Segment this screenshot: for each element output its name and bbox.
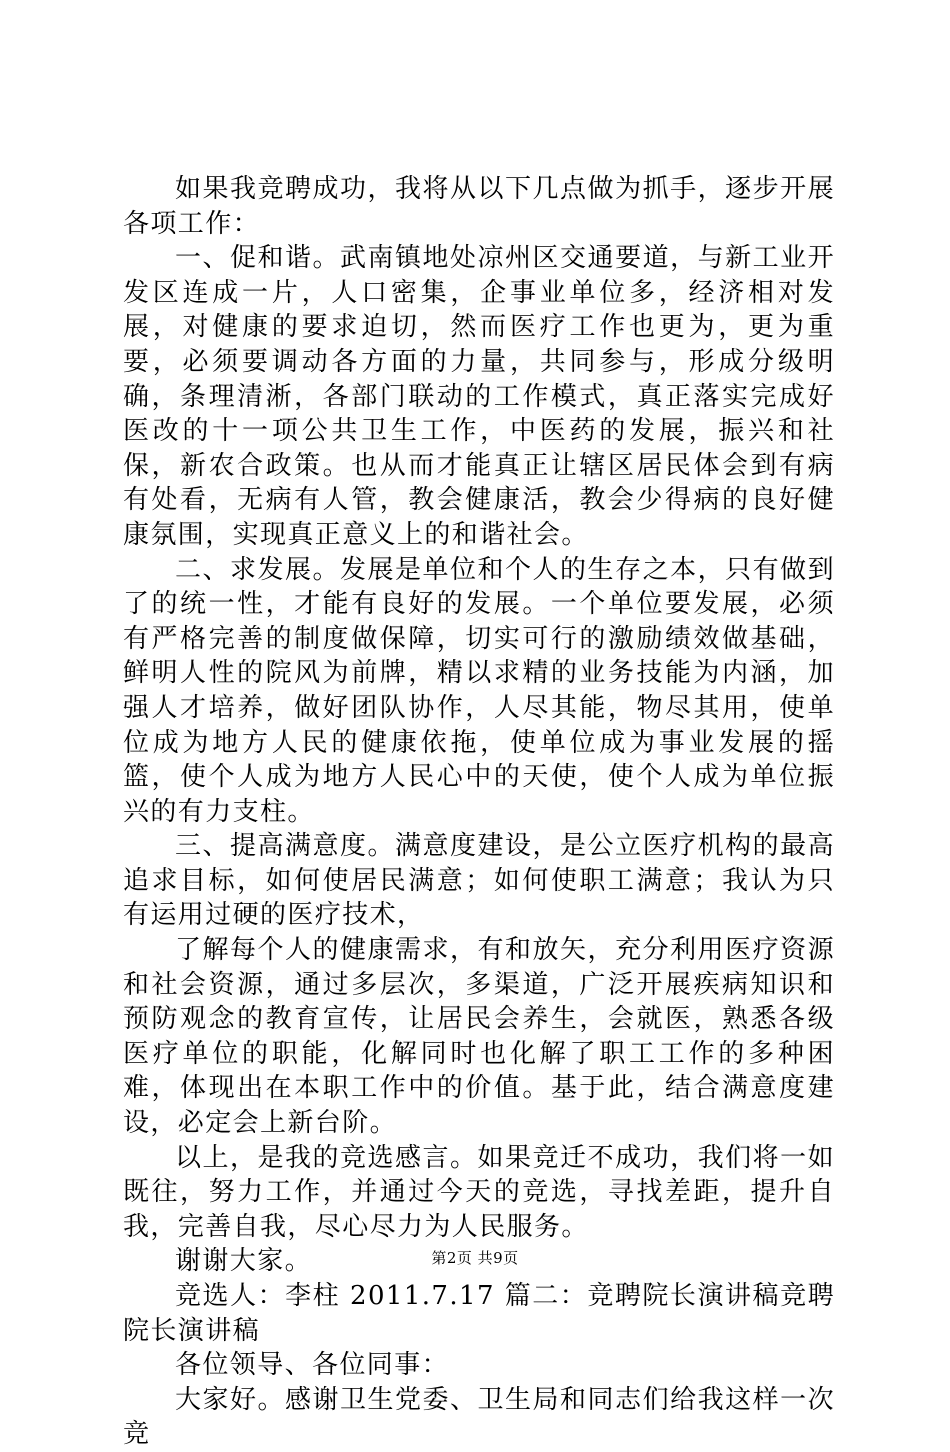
- page-number: 第2页 共9页: [431, 1249, 519, 1267]
- paragraph-development: 二、求发展。发展是单位和个人的生存之本，只有做到了的统一性，才能有良好的发展。一个单位要发展，必须有严格完善的制度做保障，切实可行的激励绩效做基础，鲜明人性的院风为前牌，精以求精的业务技能为内涵，加强人才培养，做好团队协作，人尽其能，物尽其用，使单位成为地方人民的健康依拖，使单位成为事业发展的摇篮，使个人成为地方人民心中的天使，使个人成为单位振兴的有力支柱。: [123, 554, 835, 827]
- paragraph-salutation: 各位领导、各位同事：: [175, 1350, 450, 1381]
- paragraph-satisfaction: 三、提高满意度。满意度建设，是公立医疗机构的最高追求目标，如何使居民满意；如何使职工满意；我认为只有运用过硬的医疗技术，: [123, 831, 835, 931]
- paragraph-health-needs: 了解每个人的健康需求，有和放矢，充分利用医疗资源和社会资源，通过多层次，多渠道，广泛开展疾病知识和预防观念的教育宣传，让居民会养生，会就医，熟悉各级医疗单位的职能，化解同时也化解了职工工作的多种困难，体现出在本职工作中的价值。基于此，结合满意度建设，必定会上新台阶。: [123, 935, 835, 1139]
- paragraph-conclusion: 以上，是我的竞选感言。如果竞迁不成功，我们将一如既往，努力工作，并通过今天的竞选，寻找差距，提升自我，完善自我，尽心尽力为人民服务。: [123, 1142, 835, 1242]
- paragraph-greeting: 大家好。感谢卫生党委、卫生局和同志们给我这样一次竞: [123, 1384, 835, 1450]
- paragraph-thanks: 谢谢大家。: [175, 1246, 313, 1277]
- paragraph-signature: 竞选人：李柱 2011.7.17 篇二：竞聘院长演讲稿竞聘院长演讲稿: [123, 1281, 835, 1346]
- paragraph-harmony: 一、促和谐。武南镇地处凉州区交通要道，与新工业开发区连成一片，人口密集，企事业单位多，经济相对发展，对健康的要求迫切，然而医疗工作也更为，更为重要，必须要调动各方面的力量，共同参与，形成分级明确，条理清淅，各部门联动的工作模式，真正落实完成好医改的十一项公共卫生工作，中医药的发展，振兴和社保，新农合政策。也从而才能真正让辖区居民体会到有病有处看，无病有人管，教会健康活，教会少得病的良好健康氛围，实现真正意义上的和谐社会。: [123, 243, 835, 550]
- paragraph-intro: 如果我竞聘成功，我将从以下几点做为抓手，逐步开展各项工作：: [123, 174, 835, 239]
